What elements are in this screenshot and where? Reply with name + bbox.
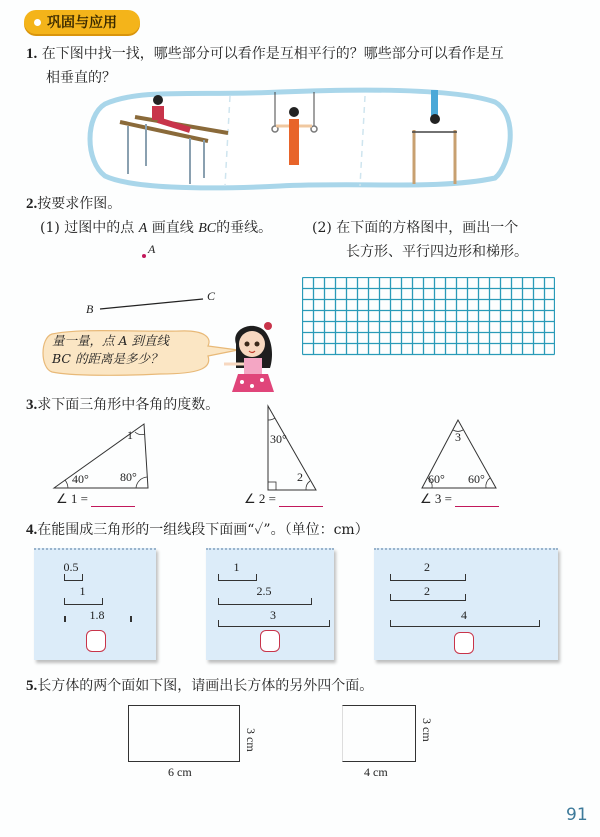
triangle-1-angle-a: 40° [72, 472, 89, 486]
part-text: 过图中的点 [64, 220, 135, 236]
question-2-title [26, 192, 121, 216]
question-text: 长方体的两个面如下图，请画出长方体的另外四个面。 [37, 678, 374, 694]
girl-character-illustration [220, 318, 282, 398]
triangle-1-answer [56, 491, 135, 507]
part-label: (1) [40, 220, 60, 236]
triangle-1-angle-b: 80° [120, 470, 137, 484]
point-label: A [138, 221, 148, 236]
question-text: 求下面三角形中各角的度数。 [37, 397, 220, 413]
segment-length: 2.5 [256, 584, 272, 598]
question-text: 在能围成三角形的一组线段下面画“✓”。（单位：cm） [37, 522, 369, 538]
line-label: BC [198, 221, 217, 236]
line-bc [80, 290, 220, 320]
segment-length: 3 [270, 608, 276, 622]
question-3-title [26, 393, 219, 417]
triangle-3-unknown: 3 [455, 430, 461, 444]
question-text: 在下图中找一找，哪些部分可以看作是互相平行的？哪些部分可以看作是互 [41, 46, 504, 62]
part-text: 长方形、平行四边形和梯形。 [346, 244, 528, 260]
check-box-1[interactable] [86, 630, 106, 652]
triangle-1-unknown: 1 [127, 428, 133, 442]
page-number: 91 [566, 805, 588, 825]
point-a-dot [142, 254, 146, 258]
speech-bubble-text [52, 332, 169, 368]
segment-length: 2 [424, 560, 430, 574]
answer-blank-3[interactable] [455, 494, 499, 507]
segment-tick [130, 616, 132, 622]
triangle-2-angle-a: 30° [270, 432, 287, 446]
face-1-height-label: 3 cm [244, 728, 258, 752]
segment [390, 574, 466, 581]
question-2-part-1 [40, 216, 272, 241]
triangle-2 [266, 404, 326, 492]
question-5-title [26, 674, 373, 698]
drawing-grid[interactable] [302, 277, 555, 360]
segment-length: 1 [79, 584, 86, 598]
question-number: 2. [26, 196, 38, 212]
question-number: 3. [26, 397, 38, 413]
question-text: 按要求作图。 [37, 196, 122, 212]
question-4-title [26, 518, 369, 542]
answer-blank-2[interactable] [279, 494, 323, 507]
segment-length: 4 [461, 608, 467, 622]
segment [64, 574, 83, 581]
speech-line-2: BC 的距离是多少？ [52, 351, 163, 366]
part-text: 的垂线。 [216, 220, 273, 236]
face-1-width-label: 6 cm [168, 765, 192, 779]
segment [218, 620, 330, 627]
question-1 [26, 42, 586, 90]
triangle-2-unknown: 2 [297, 470, 303, 484]
segment-group-2 [206, 548, 334, 660]
point-a-label: A [148, 242, 156, 256]
question-number: 4. [26, 522, 38, 538]
segment [390, 594, 466, 601]
question-number: 1. [26, 46, 38, 62]
face-2-width-label: 4 cm [364, 765, 388, 779]
speech-line-1: 量一量，点 A 到直线 [52, 333, 169, 348]
segment [218, 574, 257, 581]
triangle-2-answer [244, 491, 323, 507]
segment-length: 0.5 [63, 560, 79, 574]
answer-label: ∠ 2 = [244, 491, 276, 506]
part-label: (2) [312, 220, 332, 236]
face-2-height-label: 3 cm [420, 718, 434, 742]
section-title: 巩固与应用 [47, 15, 117, 31]
triangle-3-angle-b: 60° [468, 472, 485, 486]
answer-label: ∠ 3 = [420, 491, 452, 506]
segment-length: 1.8 [89, 608, 105, 622]
check-box-3[interactable] [454, 632, 474, 654]
segment [64, 598, 103, 605]
grid-svg [302, 277, 555, 356]
part-text: 画直线 [151, 220, 194, 236]
answer-blank-1[interactable] [91, 494, 135, 507]
segment [390, 620, 540, 627]
segment-group-1 [34, 548, 156, 660]
gymnastics-illustration [80, 86, 515, 192]
segment-tick [64, 616, 66, 622]
segment-length: 1 [233, 560, 240, 574]
answer-label: ∠ 1 = [56, 491, 88, 506]
question-2-part-2 [312, 216, 582, 264]
segment-group-3 [374, 548, 558, 660]
segment [218, 598, 312, 605]
triangle-3-angle-a: 60° [428, 472, 445, 486]
triangle-3-answer [420, 491, 499, 507]
cuboid-face-1 [128, 705, 240, 762]
cuboid-face-2 [342, 705, 416, 762]
question-number: 5. [26, 678, 38, 694]
segment-length: 2 [424, 584, 430, 598]
triangle-1 [52, 418, 152, 490]
point-b-label: B [86, 302, 94, 316]
check-box-2[interactable] [260, 630, 280, 652]
point-c-label: C [207, 289, 216, 303]
part-text: 在下面的方格图中，画出一个 [336, 220, 519, 236]
badge-dot-icon [34, 19, 41, 26]
section-badge [24, 10, 140, 34]
question-text-cont: 相垂直的？ [46, 70, 116, 86]
